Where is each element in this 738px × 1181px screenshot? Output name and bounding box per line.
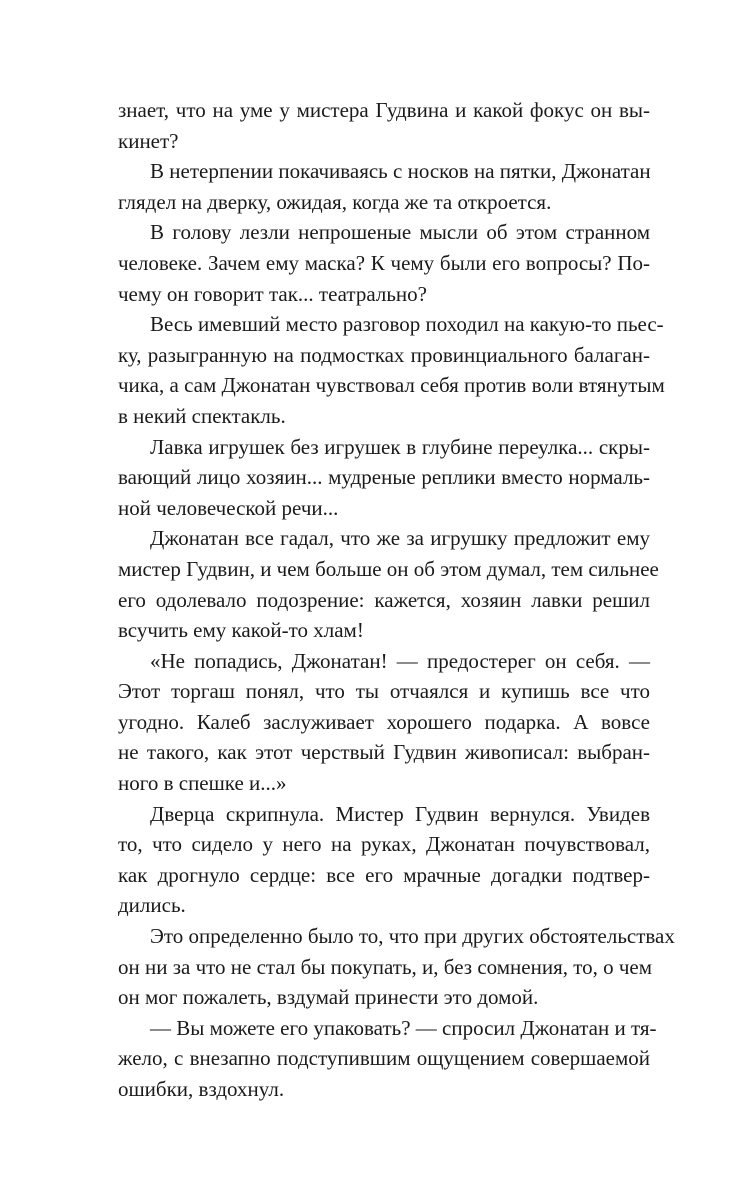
text-line: угодно. Калеб заслуживает хорошего подарка. А вовсе [118,709,650,734]
text-line: Лавка игрушек без игрушек в глубине переулка... скры- [150,434,650,459]
paragraph [118,156,650,217]
text-line: как дрогнуло сердце: все его мрачные догадки подтвер- [118,862,650,887]
text-line: Этот торгаш понял, что ты отчаялся и купишь все что [118,679,650,704]
text-line: «Не попадись, Джонатан! — предостерег он себя. — [150,648,650,673]
text-line: Весь имевший место разговор походил на какую-то пьес- [150,312,664,337]
paragraph [118,217,650,309]
text-line: знает, что на уме у мистера Гудвина и какой фокус он вы- [118,98,650,122]
text-line: всучить ему какой-то хлам! [118,618,364,643]
paragraph [118,646,650,799]
paragraph [118,95,650,156]
text-line: чика, а сам Джонатан чувствовал себя против воли втянутым [118,373,665,398]
text-line: Это определенно было то, что при других обстоятельствах [150,924,675,949]
text-line: ной человеческой речи... [118,495,339,520]
text-line: дились. [118,893,186,918]
text-line: он мог пожалеть, вздумай принести это домой. [118,985,539,1010]
text-line: его одолевало подозрение: кажется, хозяин лавки решил [118,587,650,612]
text-line: Дверца скрипнула. Мистер Гудвин вернулся. Увидев [150,801,650,826]
paragraph [118,1013,657,1105]
paragraph [118,523,659,645]
paragraph [118,432,650,524]
paragraph [118,921,675,1013]
text-line: не такого, как этот черствый Гудвин живописал: выбран- [118,740,650,765]
text-line: ного в спешке и...» [118,771,287,796]
text-line: глядел на дверку, ожидая, когда же та откроется. [118,189,552,214]
text-line: то, что сидело у него на руках, Джонатан почувствовал, [118,832,650,857]
book-page [118,95,675,1105]
text-line: он ни за что не стал бы покупать, и, без сомнения, то, о чем [118,954,653,979]
text-line: В нетерпении покачиваясь с носков на пятки, Джонатан [150,159,651,184]
text-line: — Вы можете его упаковать? — спросил Джонатан и тя- [150,1015,657,1040]
text-line: В голову лезли непрошеные мысли об этом странном [150,220,650,245]
text-line: ошибки, вздохнул. [118,1077,285,1101]
text-line: чему он говорит так... театрально? [118,281,427,306]
text-line: мистер Гудвин, и чем больше он об этом думал, тем сильнее [118,556,659,581]
text-line: Джонатан все гадал, что же за игрушку предложит ему [150,526,650,551]
text-line: вающий лицо хозяин... мудреные реплики вместо нормаль- [118,465,650,490]
paragraph [118,799,650,921]
text-line: жело, с внезапно подступившим ощущением совершаемой [118,1046,650,1071]
text-line: ку, разыгранную на подмостках провинциального балаган- [118,342,650,367]
text-line: человеке. Зачем ему маска? К чему были его вопросы? По- [118,250,650,275]
paragraph [118,309,665,431]
text-line: в некий спектакль. [118,403,286,428]
text-line: кинет? [118,128,179,153]
